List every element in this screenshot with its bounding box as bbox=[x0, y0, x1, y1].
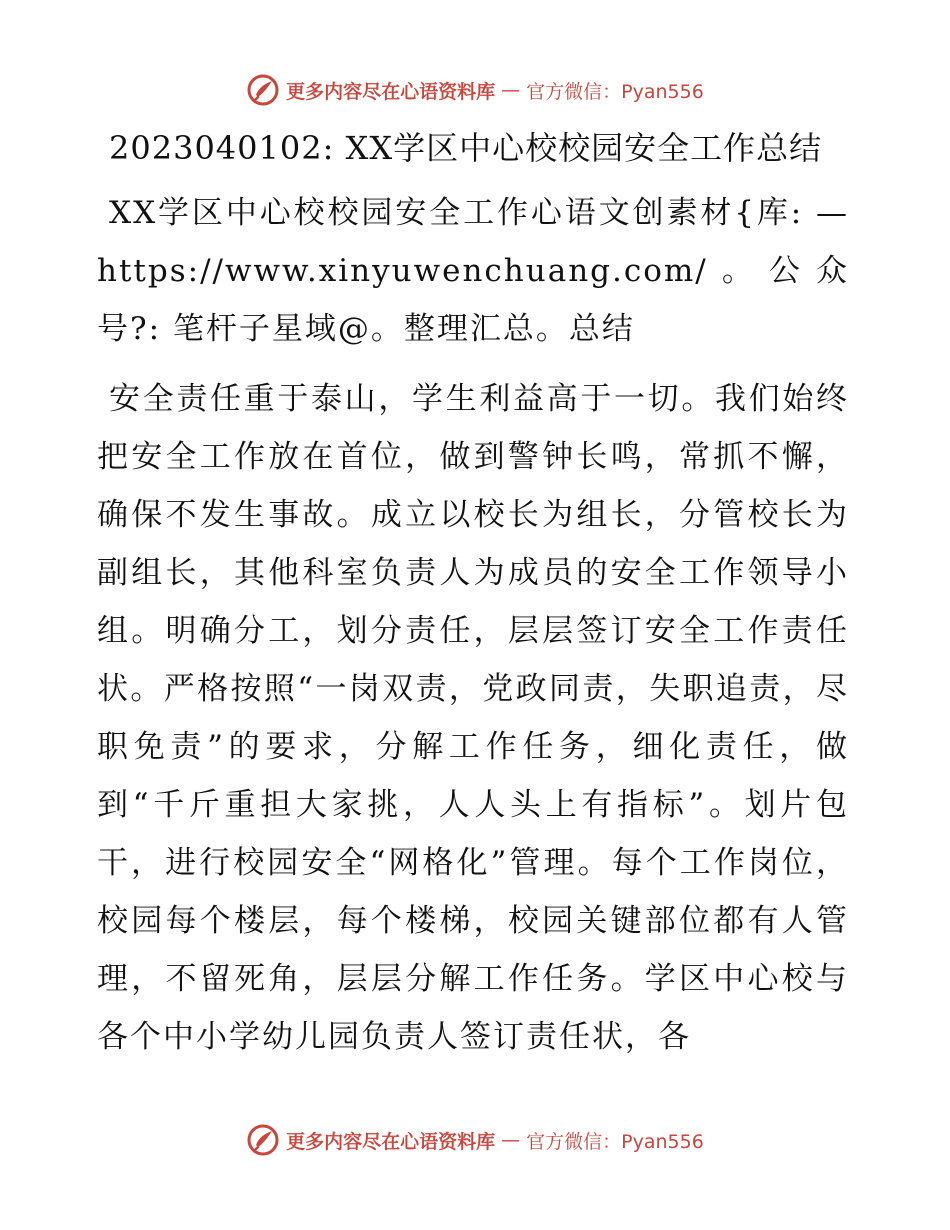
document-content bbox=[97, 120, 849, 1078]
brand-logo-icon bbox=[246, 1123, 280, 1157]
watermark-dash: — bbox=[501, 1129, 521, 1151]
document-title: 2023040102: XX学区中心校校园安全工作总结 bbox=[109, 129, 823, 167]
body-paragraph: 安全责任重于泰山，学生利益高于一切。我们始终把安全工作放在首位，做到警钟长鸣，常抓不懈，确保不发生事故。成立以校长为组长，分管校长为副组长，其他科室负责人为成员的安全工作领导小组。明确分工，划分责任，层层签订安全工作责任状。严格按照“一岗双责，党政同责，失职追责，尽职免责”的要求，分解工作任务，细化责任，做到“千斤重担大家挑，人人头上有指标”。划片包干，进行校园安全“网格化”管理。每个工作岗位，校园每个楼层，每个楼梯，校园关键部位都有人管理，不留死角，层层分解工作任务。学区中心校与各个中小学幼儿园负责人签订责任状，各 bbox=[97, 381, 849, 1055]
watermark-contact-text: 官方微信：Pyan556 bbox=[526, 80, 704, 103]
watermark-brand-text: 更多内容尽在心语资料库 bbox=[286, 80, 496, 103]
watermark-contact-text: 官方微信：Pyan556 bbox=[526, 1130, 704, 1153]
intro-paragraph: XX学区中心校校园安全工作心语文创素材{库: —https://www.xinyuwenchuang.com/。公众号?: 笔杆子星域@。整理汇总。总结 bbox=[97, 195, 849, 347]
watermark-dash: — bbox=[501, 79, 521, 101]
watermark-brand-text: 更多内容尽在心语资料库 bbox=[286, 1130, 496, 1153]
brand-logo-icon bbox=[246, 73, 280, 107]
footer-watermark bbox=[0, 1120, 950, 1160]
header-watermark bbox=[0, 70, 950, 110]
